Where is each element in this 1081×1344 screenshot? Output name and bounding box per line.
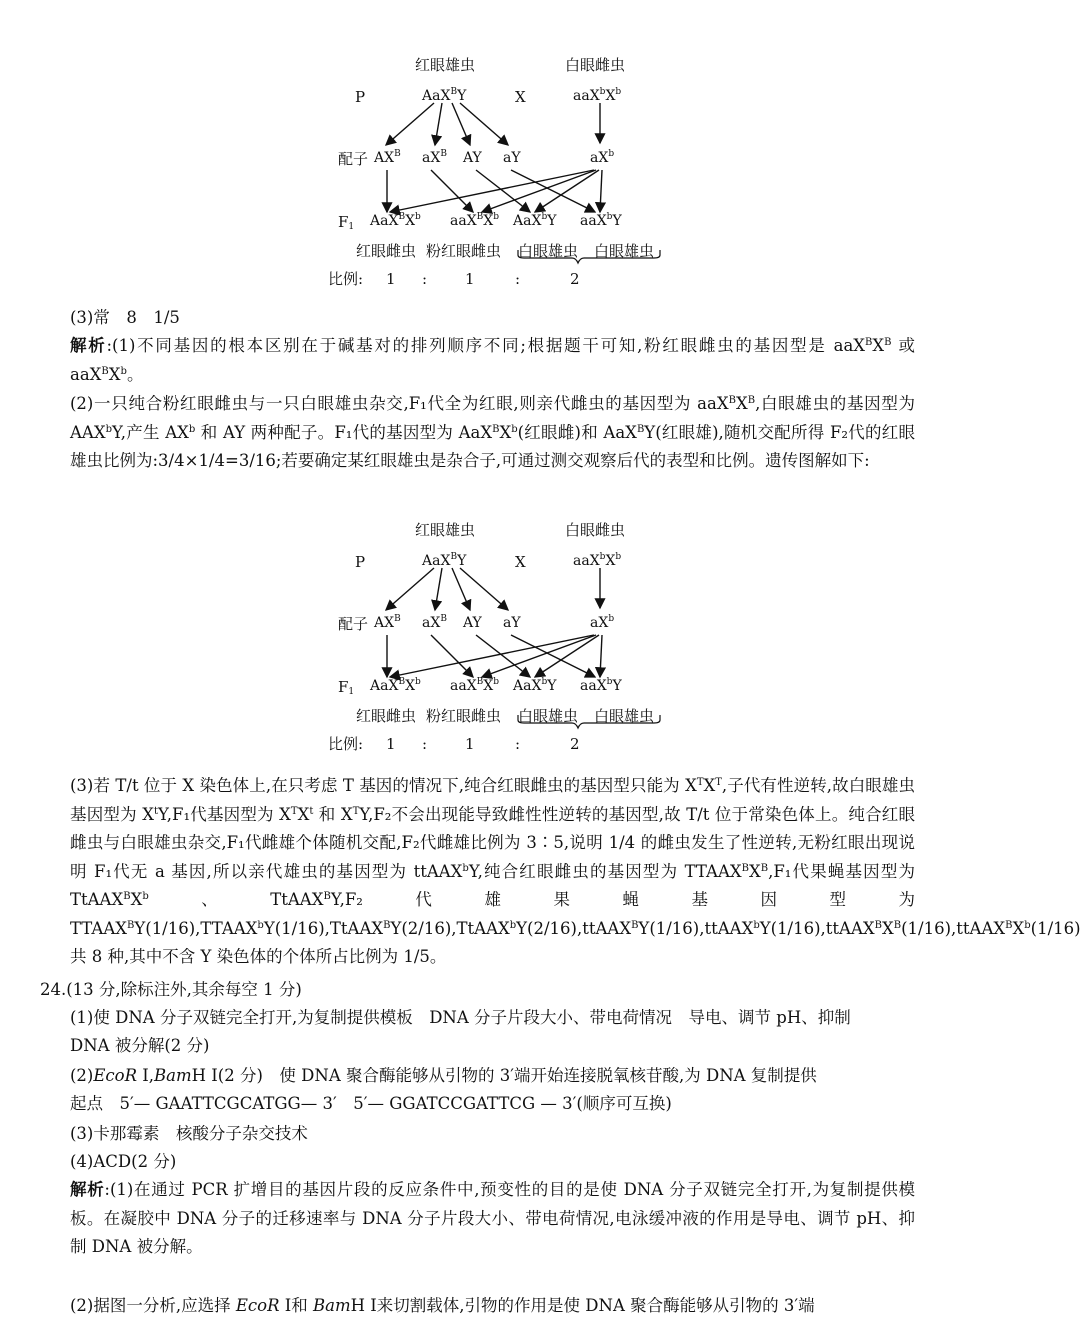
gamete: aY	[503, 150, 521, 166]
gamete: $aX^B$	[422, 614, 447, 631]
ratio-value: 2	[570, 735, 580, 753]
cross-symbol: X	[515, 553, 526, 571]
phenotype-label: 红眼雌虫	[356, 707, 417, 725]
offspring-genotype: AaX$^b$Y	[513, 677, 557, 694]
genetic-cross-diagram-1	[310, 55, 670, 295]
ratio-value: :	[515, 270, 521, 288]
question-24-header: 24.(13 分,除标注外,其余每空 1 分)	[40, 980, 302, 999]
gamete: $aX^B$	[422, 149, 447, 166]
phenotype-label: 白眼雄虫	[518, 242, 579, 260]
answer-24-4: (4)ACD(2 分)	[70, 1152, 177, 1171]
gamete-label: 配子	[338, 615, 369, 633]
offspring-genotype: $AaX^BX^b$	[370, 212, 421, 229]
phenotype-label: 粉红眼雌虫	[426, 707, 502, 725]
explanation-paragraph-4	[70, 1176, 915, 1262]
male-parent-label: 红眼雄虫	[415, 56, 476, 74]
phenotype-label: 红眼雌虫	[356, 242, 417, 260]
ratio-value: :	[515, 735, 521, 753]
gamete: AY	[463, 615, 482, 631]
ratio-value: 1	[386, 735, 396, 753]
parent-male-genotype: AaX$^B$Y	[422, 87, 467, 104]
female-parent-label: 白眼雌虫	[565, 56, 626, 74]
answer-24-1: (1)使 DNA 分子双链完全打开,为复制提供模板 DNA 分子片段大小、带电荷情况 导电、调节 pH、抑制	[70, 1008, 851, 1027]
answer-3: (3)常 8 1/5	[70, 308, 180, 327]
offspring-genotype: aaX$^b$Y	[580, 212, 622, 229]
offspring-genotype: aaX$^b$Y	[580, 677, 622, 694]
explanation-text: :(1)在通过 PCR 扩增目的基因片段的反应条件中,预变性的目的是使 DNA 分子双链完全打开,为复制提供模板。在凝胶中 DNA 分子的迁移速率与 DNA 分子片段大小、带电荷情况,电泳缓冲液的作用是导电、调节 pH、抑制 DNA 被分解。	[70, 1180, 916, 1256]
gamete: $AX^B$	[374, 149, 401, 166]
explanation-heading: 解析	[70, 336, 107, 355]
p-label: P	[355, 553, 366, 571]
p-label: P	[355, 88, 366, 106]
gamete: AY	[463, 150, 482, 166]
gamete: $aX^b$	[590, 149, 615, 166]
explanation-heading: 解析	[70, 1180, 105, 1199]
ratio-label: 比例:	[328, 735, 364, 753]
f1-label: $F_1$	[338, 678, 355, 697]
female-parent-label: 白眼雌虫	[565, 521, 626, 539]
offspring-genotype: $aaX^BX^b$	[450, 677, 500, 694]
ratio-value: 1	[465, 270, 475, 288]
genetic-cross-diagram-2	[310, 520, 670, 760]
explanation-paragraph-2: (2)一只纯合粉红眼雌虫与一只白眼雄虫杂交,F₁代全为红眼,则亲代雌虫的基因型为 $aaX^BX^B$,白眼雄虫的基因型为 AAX$^b$Y,产生 $AX^b$ 和 AY 两种配子。F₁代的基因型为 $AaX^BX^b$(红眼雌)和 AaX$^B$Y(红眼雄),随机交配所得 F₂代的红眼雄虫比例为:3/4×1/4=3/16;若要确定某红眼雄虫是杂合子,可通过测交观察后代的表型和比例。遗传图解如下:	[70, 394, 916, 470]
offspring-genotype: $aaX^BX^b$	[450, 212, 500, 229]
parent-male-genotype: AaX$^B$Y	[422, 552, 467, 569]
explanation-paragraph-1	[70, 332, 915, 389]
ratio-value: 1	[465, 735, 475, 753]
gamete: aY	[503, 615, 521, 631]
phenotype-label: 白眼雄虫	[594, 242, 655, 260]
ratio-value: :	[422, 735, 428, 753]
explanation-text: :(1)不同基因的根本区别在于碱基对的排列顺序不同;根据题干可知,粉红眼雌虫的基因型是 $aaX^BX^B$ 或 $aaX^BX^b$。	[70, 336, 916, 384]
explanation-paragraph-5: (2)据图一分析,应选择 EcoR Ⅰ和 BamH Ⅰ来切割载体,引物的作用是使 DNA 聚合酶能够从引物的 3′端	[70, 1296, 815, 1315]
explanation-paragraph-3: (3)若 T/t 位于 X 染色体上,在只考虑 T 基因的情况下,纯合红眼雌虫的基因型只能为 $X^TX^T$,子代有性逆转,故白眼雄虫基因型为 $X^tY,F_1$代基因型为 $X^TX^t$ 和 $X^TY,F_2$不会出现能导致雌性性逆转的基因型,故 T/t 位于常染色体上。纯合红眼雌虫与白眼雄虫杂交,F₁代雌雄个体随机交配,F₂代雌雄比例为 3∶5,说明 1/4 的雌虫发生了性逆转,无粉红眼出现说明 F₁代无 a 基因,所以亲代雄虫的基因型为 ttAAX$^b$Y,纯合红眼雌虫的基因型为 $TTAAX^BX^B,F_1$代果蝇基因型为 $TtAAX^BX^b$、TtAAX$^B$Y,F₂代雄果蝇基因型为 $TTAAX^BY(1/16),TTAAX^bY(1/16),TtAAX^BY(2/16),TtAAX^bY(2/16),ttAAX^BY(1/16),ttAAX^bY(1/16),ttAAX^BX^B(1/16),ttAAX^BX^b(1/16)$共 8 种,其中不含 Y 染色体的个体所占比例为 1/5。	[70, 776, 1081, 966]
phenotype-label: 白眼雄虫	[594, 707, 655, 725]
ratio-value: 2	[570, 270, 580, 288]
f1-label: $F_1$	[338, 213, 355, 232]
phenotype-label: 白眼雄虫	[518, 707, 579, 725]
male-parent-label: 红眼雄虫	[415, 521, 476, 539]
gamete: $AX^B$	[374, 614, 401, 631]
answer-24-2: (2)EcoR Ⅰ,BamH Ⅰ(2 分) 使 DNA 聚合酶能够从引物的 3′端开始连接脱氧核苷酸,为 DNA 复制提供	[70, 1066, 817, 1085]
cross-symbol: X	[515, 88, 526, 106]
ratio-value: :	[422, 270, 428, 288]
parent-female-genotype: $aaX^bX^b$	[573, 552, 622, 569]
offspring-genotype: AaX$^b$Y	[513, 212, 557, 229]
answer-24-2-cont: 起点 5′— GAATTCGCATGG— 3′ 5′— GGATCCGATTCG — 3′(顺序可互换)	[70, 1094, 672, 1113]
phenotype-label: 粉红眼雌虫	[426, 242, 502, 260]
answer-24-3: (3)卡那霉素 核酸分子杂交技术	[70, 1124, 308, 1143]
offspring-genotype: $AaX^BX^b$	[370, 677, 421, 694]
ratio-label: 比例:	[328, 270, 364, 288]
ratio-value: 1	[386, 270, 396, 288]
parent-female-genotype: $aaX^bX^b$	[573, 87, 622, 104]
gamete-label: 配子	[338, 150, 369, 168]
answer-24-1-cont: DNA 被分解(2 分)	[70, 1036, 210, 1055]
gamete: $aX^b$	[590, 614, 615, 631]
